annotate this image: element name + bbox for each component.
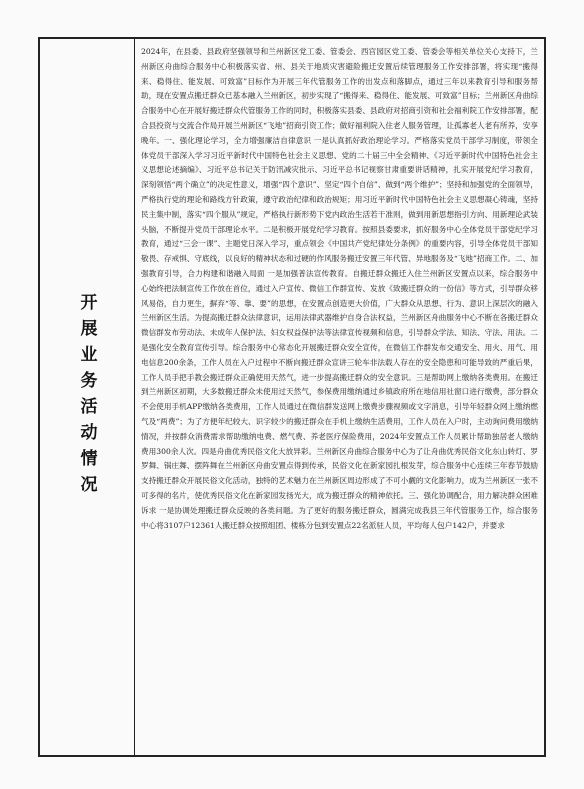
- report-form-table: [38, 37, 546, 757]
- section-content-cell: [141, 45, 538, 749]
- body-paragraph: 2024年，在县委、县政府坚强领导和兰州新区党工委、管委会、西宫园区党工委、管委会等相关单位关心支持下，兰州新区舟曲综合服务中心积极落实省、州、县关于地质灾害避险搬迁安置后续管理服务工作安排部署，将实现“搬得来、稳得住、能发展、可致富”目标作为开展三年代管服务工作的出发点和落脚点，通过三年以来教育引导和服务帮助，现在安置点搬迁群众已基本融入兰州新区，初步实现了“搬得来、稳得住、能发展、可致富”目标；兰州新区舟曲综合服务中心在开展好搬迁群众代管服务工作的同时，积极落实县委、县政府对招商引资和社会福利院工作安排部署，配合县投资与交流合作局开展兰州新区“飞地”招商引资工作；做好福利院入住老人服务管理，让孤寡老人老有所养，安享晚年。一、强化理论学习，全力增强廉洁自律意识 一是认真抓好政治理论学习。严格落实党员干部学习制度，带领全体党员干部深入学习习近平新时代中国特色社会主义思想、党的二十届三中全会精神、《习近平新时代中国特色社会主义思想论述摘编》、习近平总书记关于防汛减灾批示、习近平总书记视察甘肃重要讲话精神，扎实开展党纪学习教育，深刻领悟“两个确立”的决定性意义，增强“四个意识”、坚定“四个自信”、做到“两个维护”；坚持和加强党的全面领导，严格执行党的理论和路线方针政策，遵守政治纪律和政治规矩；用习近平新时代中国特色社会主义思想凝心铸魂，坚持民主集中制，落实“四个服从”规定，严格执行新形势下党内政治生活若干准则，做到用新思想指引方向、用新理论武装头脑，不断提升党员干部理论水平。二是积极开展党纪学习教育。按照县委要求，抓好服务中心全体党员干部党纪学习教育，通过“三会一课”、主题党日深入学习，重点领会《中国共产党纪律处分条例》的重要内容，引导全体党员干部知敬畏、存戒惧、守底线，以良好的精神状态和过硬的作风服务搬迁安置三年代管、异地服务及“飞地”招商工作。二、加强教育引导，合力构建和谐融入局面 一是加强普法宣传教育。自搬迁群众搬迁入住兰州新区安置点以来，综合服务中心始终把法制宣传工作放在首位，通过入户宣传、微信工作群宣传、发放《致搬迁群众的一份信》等方式，引导群众移风易俗，自力更生，摒弃“等、靠、要”的思想，在安置点创造更大价值，广大群众从思想、行为、意识上深层次的融入兰州新区生活。为提高搬迁群众法律意识，运用法律武器维护自身合法权益，兰州新区舟曲服务中心不断在各搬迁群众微信群发布劳动法、未成年人保护法、妇女权益保护法等法律宣传视频和信息，引导群众学法、知法、守法、用法。二是强化安全教育宣传引导。综合服务中心常态化开展搬迁群众安全宣传，在微信工作群发布交通安全、用火、用气、用电信息200余条，工作人员在入户过程中不断向搬迁群众宣讲三轮车非法载人存在的安全隐患和可能导致的严重后果，工作人员手把手教会搬迁群众正确使用天然气，进一步提高搬迁群众的安全意识。三是帮助网上缴纳各类费用。在搬迁到兰州新区初期，大多数搬迁群众未使用过天然气，参保费用缴纳通过乡镇政府所在地信用社窗口进行缴费，部分群众不会使用手机APP缴纳各类费用，工作人员通过在微信群发送网上缴费步骤视频或文字消息，引导年轻群众网上缴纳燃气及“两费”；为了方便年纪较大、识字较少的搬迁群众在手机上缴纳生活费用，工作人员在入户时，主动询问费用缴纳情况，并按群众消费需求帮助缴纳电费、燃气费、养老医疗保险费用，2024年安置点工作人员累计帮助独居老人缴纳费用300余人次。四是舟曲优秀民俗文化大放异彩。兰州新区舟曲综合服务中心为了让舟曲优秀民俗文化东山转灯、罗罗舞、锅庄舞、摆阵舞在兰州新区舟曲安置点得到传承，民俗文化在新家园扎根发芽，综合服务中心连续三年春节鼓励支持搬迁群众开展民俗文化活动，独特的艺术魅力在兰州新区周边形成了不可小觑的文化影响力，成为兰州新区一张不可多得的名片，使优秀民俗文化在新家园发扬光大，成为搬迁群众的精神依托。三、强化协调配合，用力解决群众困难诉求 一是协调处理搬迁群众反映的各类问题。为了更好的服务搬迁群众，圆满完成我县三年代管服务工作，综合服务中心将3107户12361人搬迁群众按照组团、楼栋分包到安置点22名派驻人员，平均每人包户142户，并要求: [141, 47, 538, 530]
- section-label: 开展业务活动情况: [76, 293, 97, 501]
- section-label-cell: [40, 39, 135, 755]
